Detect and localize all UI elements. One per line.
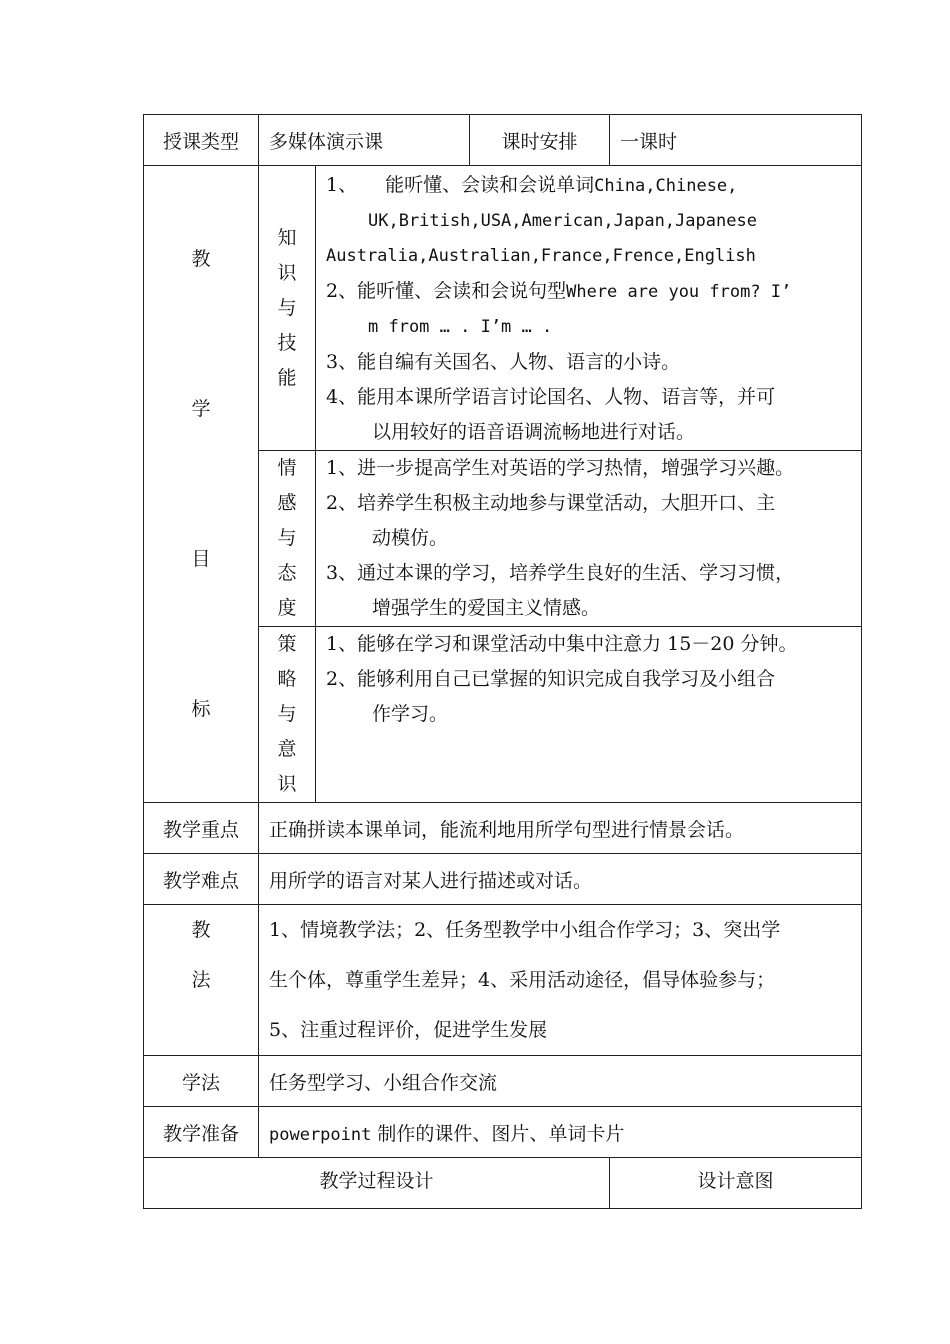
process-header-row [144,1158,862,1209]
knowledge-content [316,166,862,451]
knowledge-item-2: 2、能听懂、会读和会说句型Where are you from? I’ [326,280,792,302]
knowledge-label: 知 识 与 技 能 [259,166,316,451]
methods-row [144,905,862,1056]
strategy-content [316,627,862,803]
emotion-item-3: 3、通过本课的学习，培养学生良好的生活、学习习惯， [326,562,795,584]
emotion-item-2-cont: 动模仿。 [372,527,449,549]
strategy-item-2: 2、能够利用自己已掌握的知识完成自我学习及小组合 [326,668,776,690]
knowledge-item-1-words-3: Australia,Australian,France,Frence,English [326,246,756,266]
methods-line-1: 1、情境教学法；2、任务型教学中小组合作学习；3、突出学 [269,919,781,941]
strategy-item-2-cont: 作学习。 [372,703,449,725]
preparation-value [259,1107,862,1158]
knowledge-item-1: 1、 能听懂、会读和会说单词China,Chinese, [326,174,738,196]
knowledge-item-4: 4、能用本课所学语言讨论国名、人物、语言等，并可 [326,386,776,408]
knowledge-row [144,166,862,451]
key-points-row [144,803,862,854]
methods-label: 教 法 [144,905,259,1056]
schedule-label: 课时安排 [470,115,610,166]
course-type-value: 多媒体演示课 [259,115,470,166]
knowledge-item-1-words-2: UK,British,USA,American,Japan,Japanese [368,211,757,231]
process-intent-label: 设计意图 [610,1158,862,1209]
methods-line-3: 5、注重过程评价，促进学生发展 [269,1019,548,1041]
knowledge-item-3: 3、能自编有关国名、人物、语言的小诗。 [326,351,681,373]
methods-content [259,905,862,1056]
course-type-row [144,115,862,166]
emotion-label: 情 感 与 态 度 [259,451,316,627]
strategy-label: 策 略 与 意 识 [259,627,316,803]
study-methods-value: 任务型学习、小组合作交流 [259,1056,862,1107]
strategy-item-1: 1、能够在学习和课堂活动中集中注意力 15－20 分钟。 [326,633,798,655]
emotion-item-1: 1、进一步提高学生对英语的学习热情，增强学习兴趣。 [326,457,795,479]
key-points-label: 教学重点 [144,803,259,854]
course-type-label: 授课类型 [144,115,259,166]
methods-line-2: 生个体，尊重学生差异；4、采用活动途径，倡导体验参与； [269,969,776,991]
lesson-plan-table [143,114,862,1209]
process-design-label: 教学过程设计 [144,1158,610,1209]
preparation-value-zh: 制作的课件、图片、单词卡片 [377,1122,625,1145]
emotion-item-2: 2、培养学生积极主动地参与课堂活动，大胆开口、主 [326,492,776,514]
preparation-label: 教学准备 [144,1107,259,1158]
key-points-value: 正确拼读本课单词，能流利地用所学句型进行情景会话。 [259,803,862,854]
difficulties-value: 用所学的语言对某人进行描述或对话。 [259,854,862,905]
emotion-content [316,451,862,627]
difficulties-row [144,854,862,905]
preparation-value-en: powerpoint [269,1124,372,1145]
knowledge-item-4-cont: 以用较好的语音语调流畅地进行对话。 [372,421,696,443]
difficulties-label: 教学难点 [144,854,259,905]
schedule-value: 一课时 [610,115,862,166]
study-methods-label: 学法 [144,1056,259,1107]
preparation-row [144,1107,862,1158]
objectives-label: 教 学 目 标 [144,166,259,803]
emotion-item-3-cont: 增强学生的爱国主义情感。 [372,597,601,619]
study-methods-row [144,1056,862,1107]
knowledge-item-2-cont: m from … . I’m … . [368,317,553,337]
